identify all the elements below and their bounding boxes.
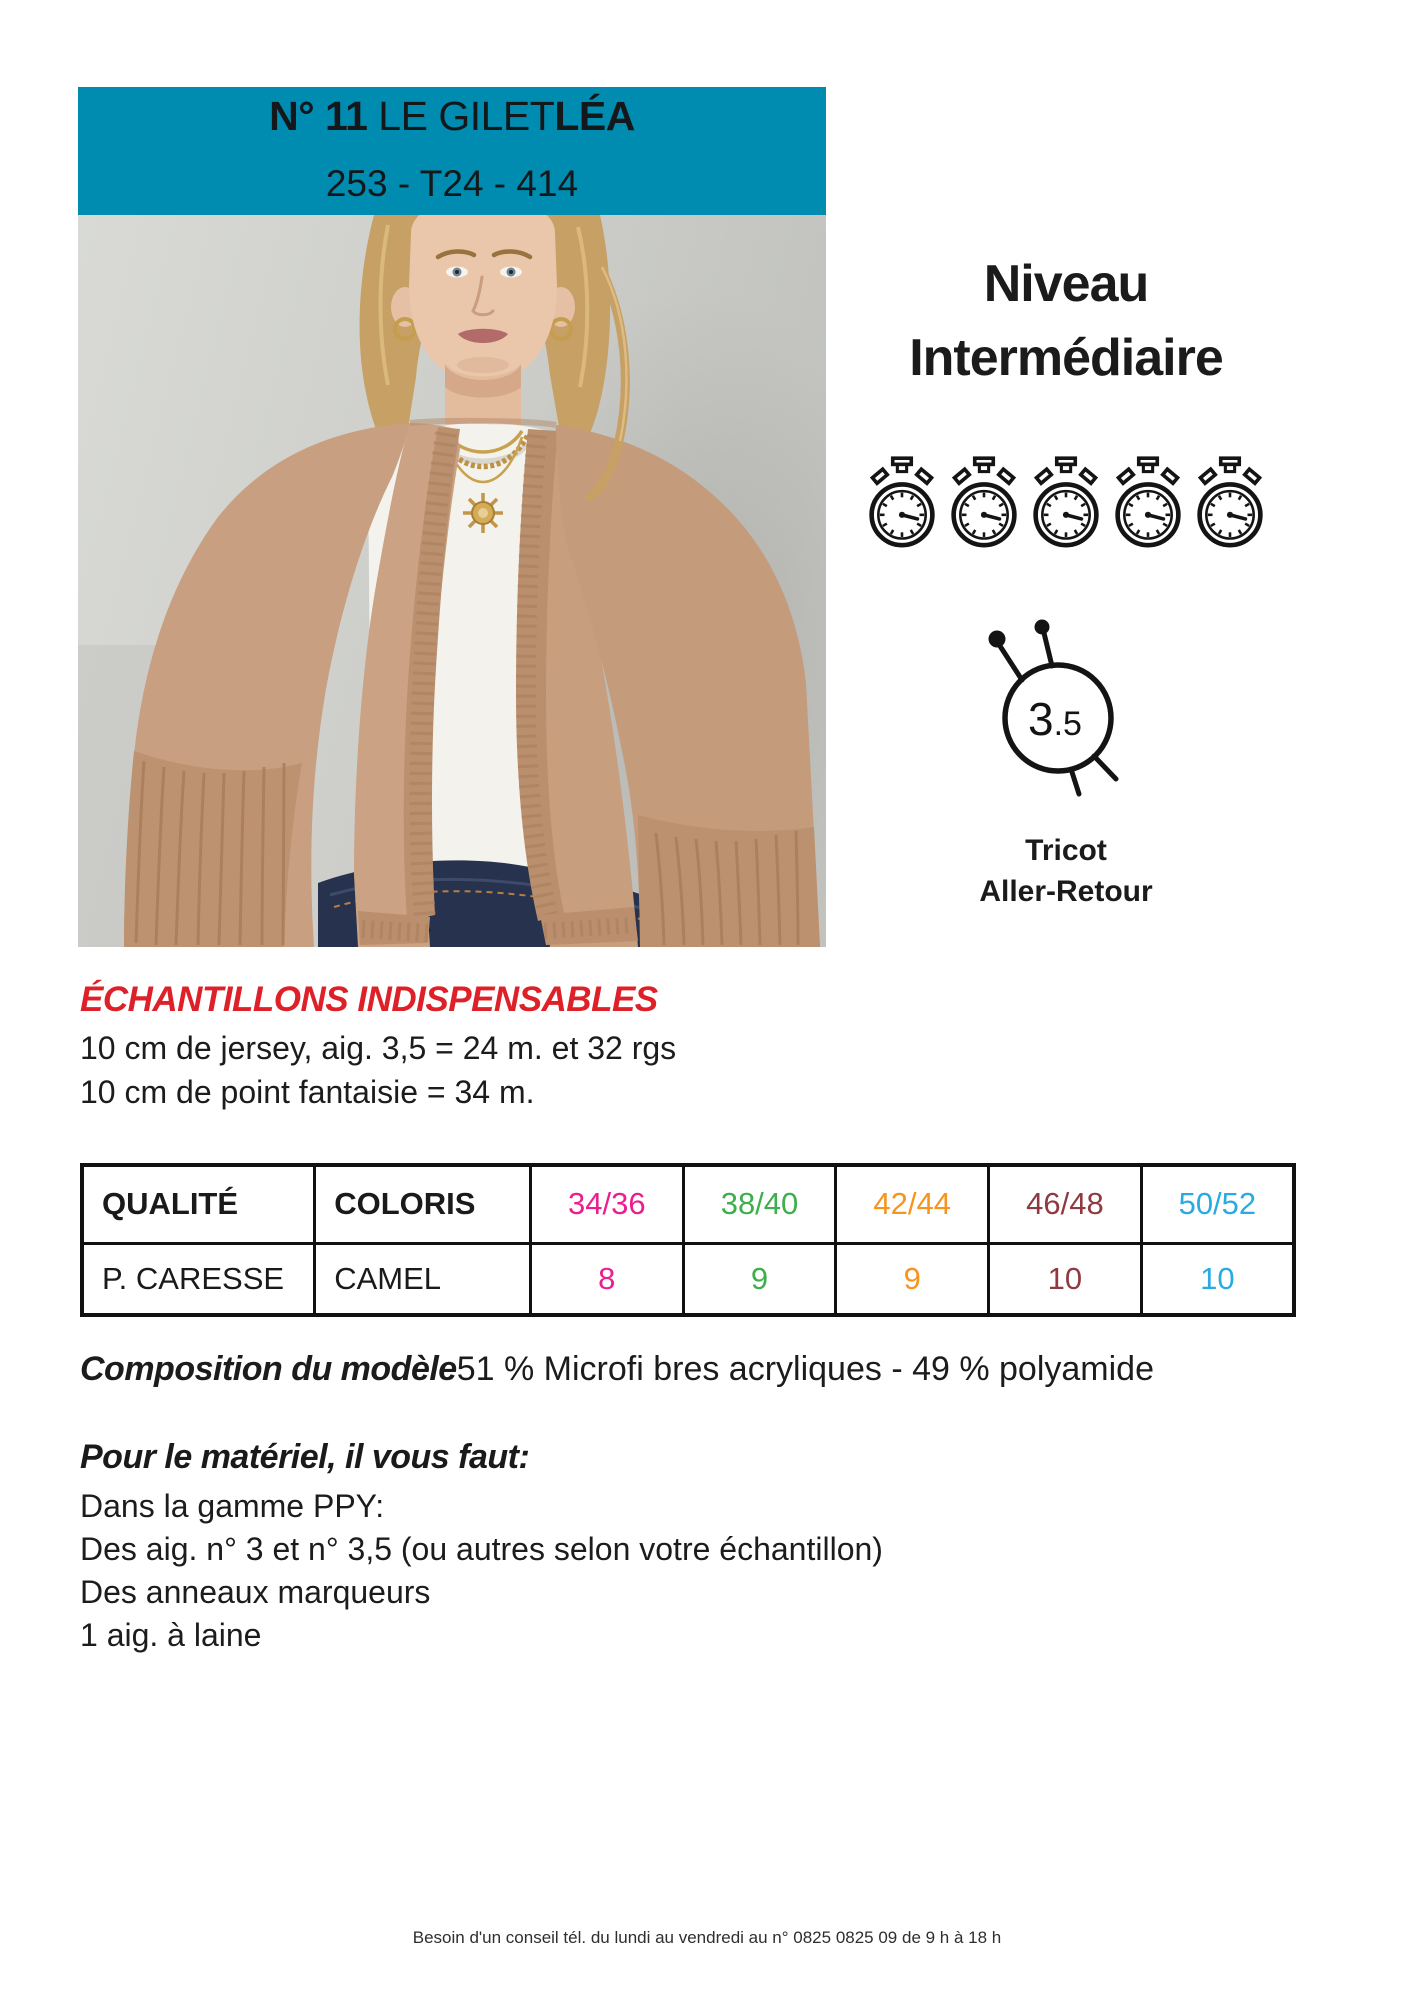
composition-label: Composition du modèle [80,1350,457,1388]
gauge-section [80,980,676,1114]
size-table-header-0: QUALITÉ [82,1165,315,1243]
materials-section [80,1438,883,1657]
size-table-cell-2: 8 [530,1243,683,1315]
technique-label [826,830,1306,913]
stopwatch-icon [1031,456,1101,551]
footer-help-line: Besoin d'un conseil tél. du lundi au vendredi au n° 0825 0825 09 de 9 h à 18 h [412,1928,1002,1947]
size-table-header-1: COLORIS [315,1165,531,1243]
materials-line-3: Des anneaux marqueurs [80,1574,431,1610]
materials-line-4: 1 aig. à laine [80,1617,262,1653]
pattern-title-middle: LE GILET [367,93,555,139]
model-photo [78,215,826,947]
materials-heading: Pour le matériel, il vous faut: [80,1438,530,1476]
needle-size-decimal: .5 [1053,705,1082,743]
difficulty-timers [826,456,1306,551]
needle-size-main: 3 [1028,693,1054,745]
stopwatch-icon [949,456,1019,551]
level-line-1: Niveau [983,255,1149,313]
size-table-cell-0: P. CARESSE [82,1243,315,1315]
pattern-name: LÉA [554,93,635,139]
size-table-header-6: 50/52 [1141,1165,1294,1243]
technique-line-1: Tricot [1025,834,1107,867]
size-table-header-4: 42/44 [836,1165,989,1243]
materials-line-1: Dans la gamme PPY: [80,1488,385,1524]
pattern-reference: 253 - T24 - 414 [325,163,579,204]
needle-size-value [972,692,1138,746]
size-table [80,1163,1296,1317]
composition-line [80,1350,1154,1389]
gauge-line-2: 10 cm de point fantaisie = 34 m. [80,1074,535,1110]
stopwatch-icon [1195,456,1265,551]
needle-size-icon [972,618,1144,798]
gauge-line-1: 10 cm de jersey, aig. 3,5 = 24 m. et 32 rgs [80,1030,677,1066]
stopwatch-icon [867,456,937,551]
gauge-heading: ÉCHANTILLONS INDISPENSABLES [80,980,658,1019]
technique-line-2: Aller-Retour [979,875,1153,909]
level-label [826,248,1306,396]
size-table-cell-5: 10 [989,1243,1142,1315]
size-table-header-row [82,1165,1294,1243]
size-table-cell-1: CAMEL [315,1243,531,1315]
stopwatch-icon [1113,456,1183,551]
size-table-header-5: 46/48 [989,1165,1142,1243]
size-table-cell-4: 9 [836,1243,989,1315]
size-table-header-3: 38/40 [683,1165,836,1243]
header-band [78,87,826,215]
size-table-cell-6: 10 [1141,1243,1294,1315]
level-line-2: Intermédiaire [909,328,1223,387]
pattern-title [269,93,635,140]
size-table-data-row [82,1243,1294,1315]
pattern-number: N° 11 [269,93,368,139]
size-table-header-2: 34/36 [530,1165,683,1243]
composition-value: 51 % Microfi bres acryliques - 49 % polyamide [456,1350,1155,1388]
materials-line-2: Des aig. n° 3 et n° 3,5 (ou autres selon votre échantillon) [80,1531,883,1567]
size-table-cell-3: 9 [683,1243,836,1315]
